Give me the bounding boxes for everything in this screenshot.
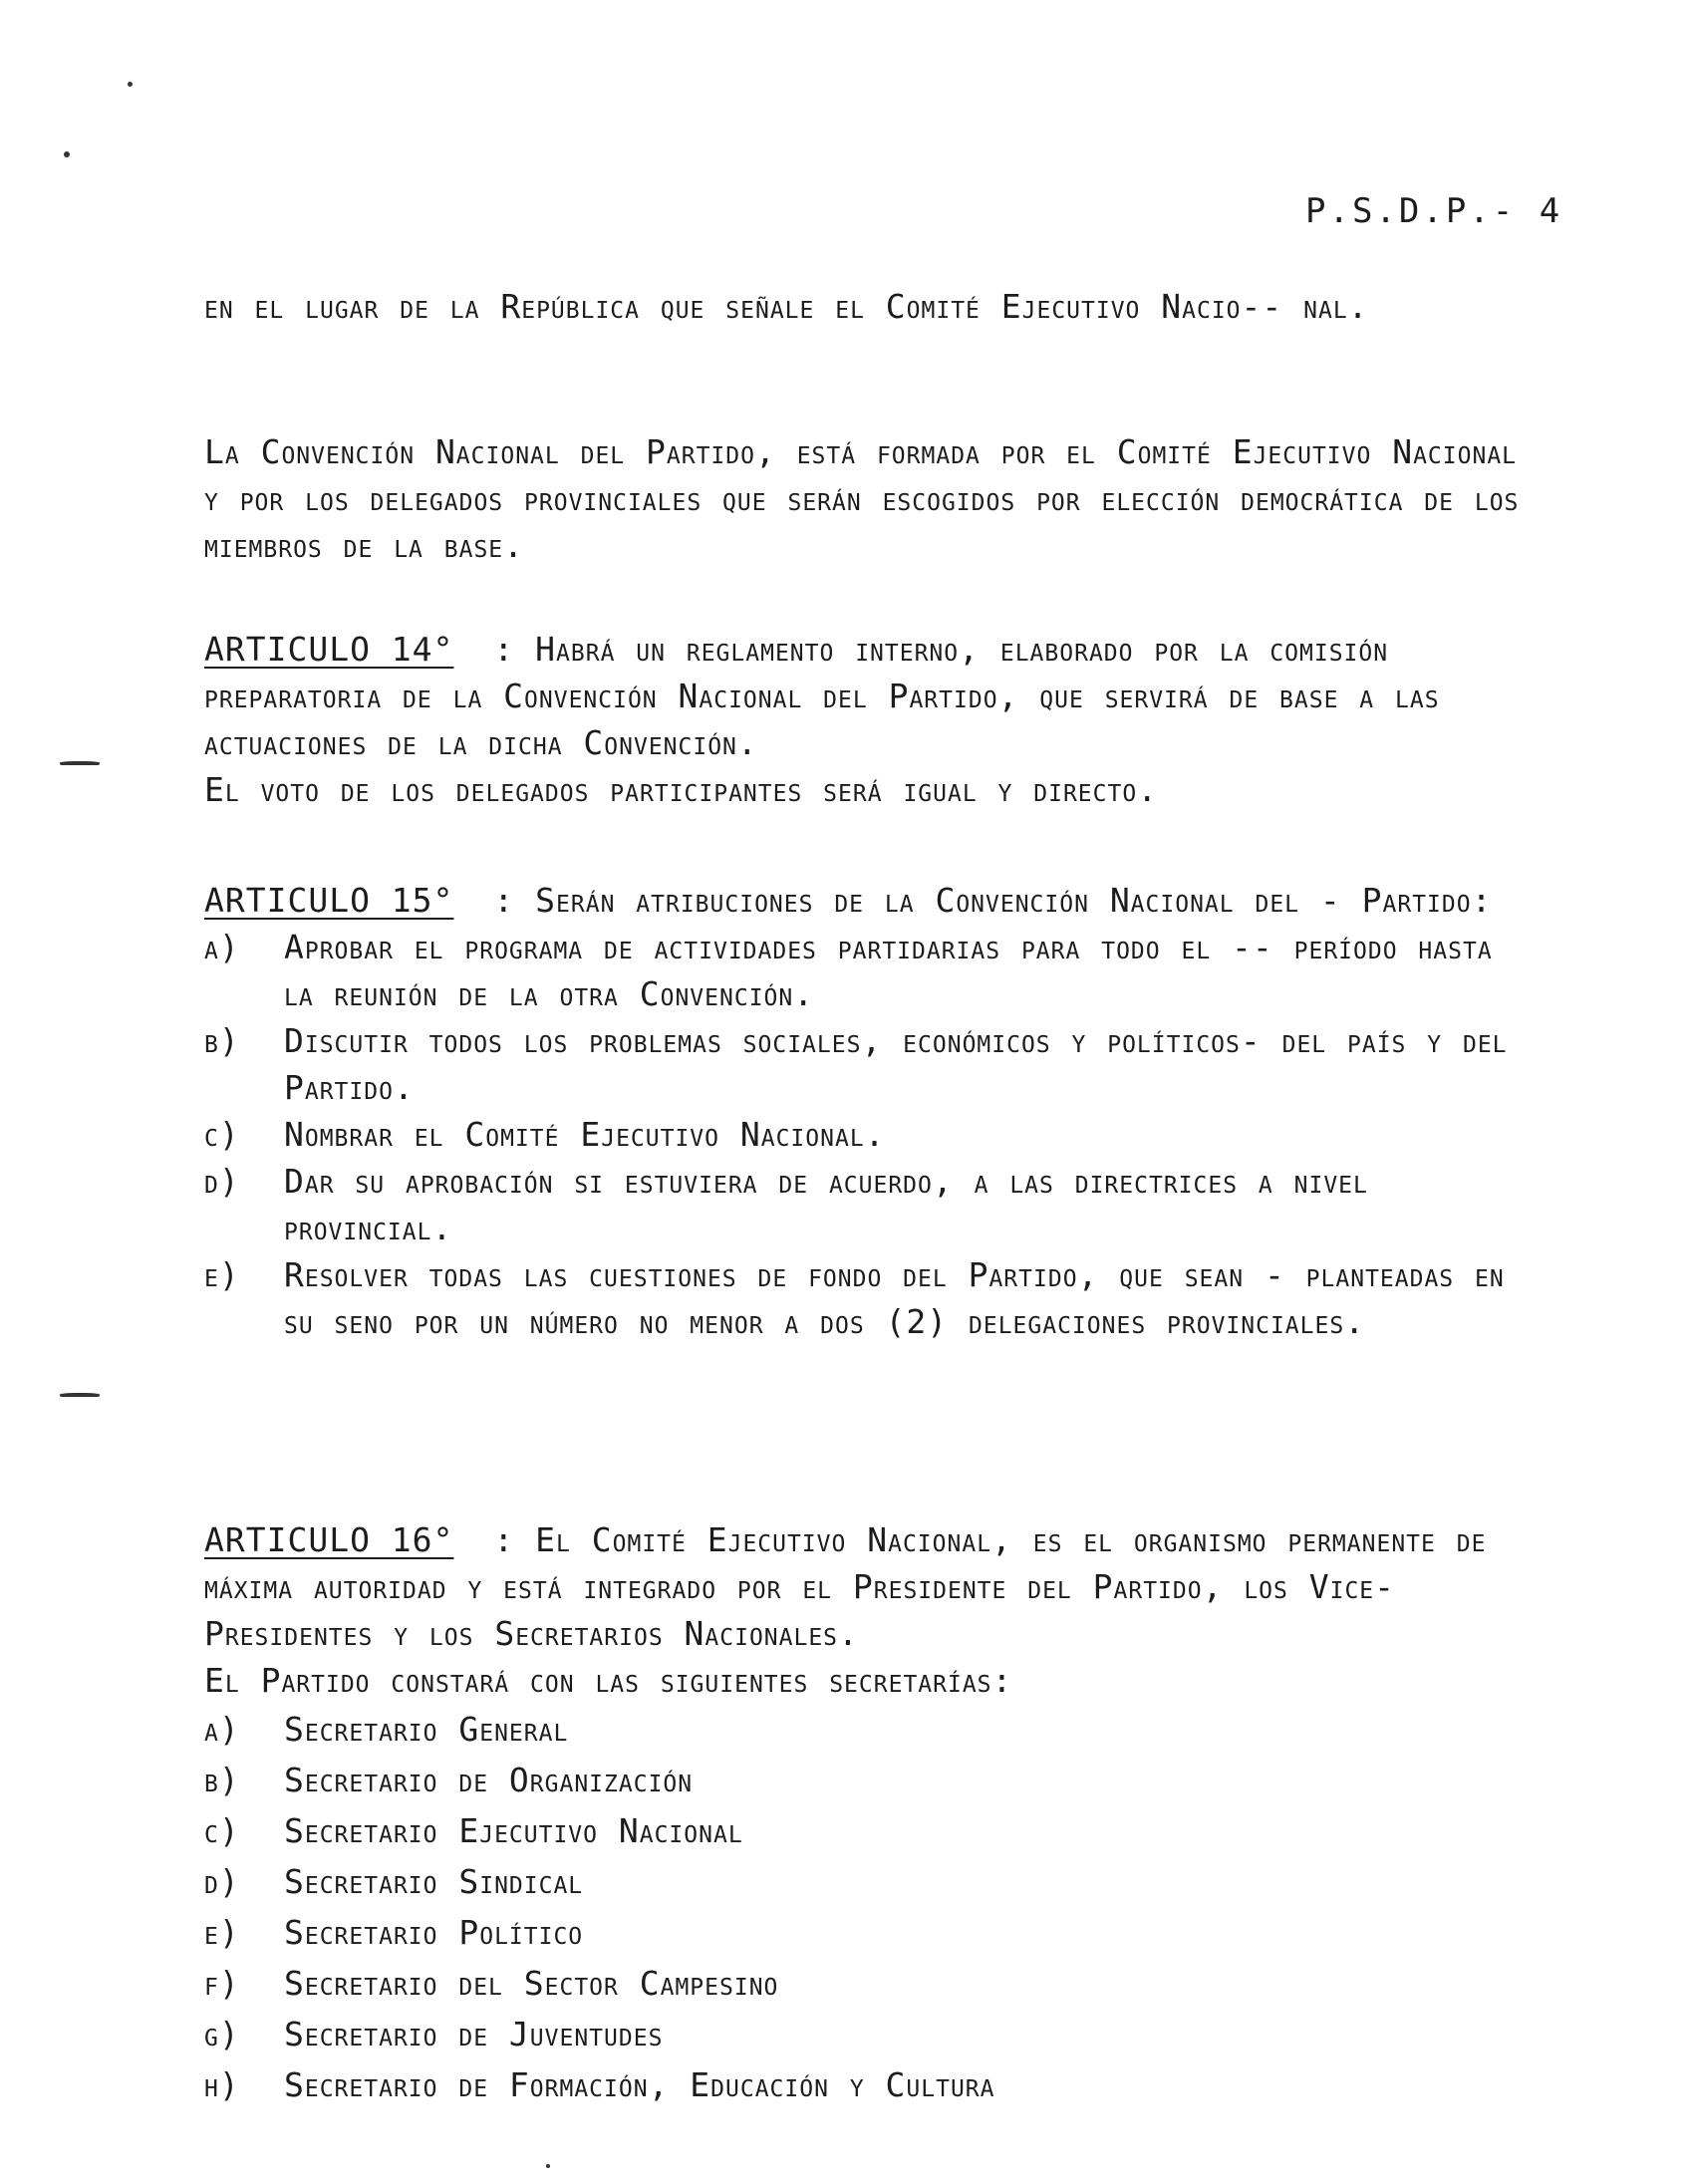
list-item-marker: b): [204, 1021, 240, 1060]
list-item: [204, 2059, 1520, 2110]
list-item-text: Dar su aprobación si estuviera de acuerdo, a las directrices a nivel provincial.: [284, 1162, 1368, 1247]
list-item-marker: a): [204, 928, 240, 966]
list-item-marker: c): [204, 1115, 240, 1154]
list-item-text: Secretario de Juventudes: [284, 2015, 664, 2053]
list-item-text: Secretario Sindical: [284, 1862, 584, 1901]
list-item-marker: d): [204, 1862, 240, 1901]
list-item: [204, 1111, 1520, 1158]
article-15-colon: :: [493, 881, 536, 920]
intro-paragraph: [204, 283, 1520, 330]
list-item: [204, 1251, 1520, 1345]
article-14: [204, 626, 1520, 813]
convention-text: La Convención Nacional del Partido, está formada por el Comité Ejecutivo Nacional y por los delegados provinciales que serán escogidos por elección democrática de los miembros de la base.: [204, 432, 1520, 565]
list-item: [204, 1704, 1520, 1755]
list-item: [204, 1856, 1520, 1907]
list-item-text: Secretario Político: [284, 1913, 584, 1952]
list-item-text: Secretario de Formación, Educación y Cultura: [284, 2065, 995, 2104]
article-16: [204, 1516, 1520, 2110]
list-item-marker: f): [204, 1964, 240, 2003]
list-item-text: Secretario del Sector Campesino: [284, 1964, 779, 2003]
article-14-title: ARTICULO 14°: [204, 630, 454, 669]
list-item-text: Secretario de Organización: [284, 1761, 694, 1799]
article-14-voting-text: El voto de los delegados participantes será igual y directo.: [204, 770, 1159, 809]
list-item: [204, 1907, 1520, 1958]
list-item: [204, 924, 1520, 1017]
list-item-marker: a): [204, 1710, 240, 1749]
convention-paragraph: [204, 428, 1520, 569]
list-item-marker: e): [204, 1255, 240, 1294]
list-item: [204, 1755, 1520, 1805]
article-16-text: El Comité Ejecutivo Nacional, es el organismo permanente de máxima autoridad y está integrado por el Presidente del Partido, los Vice-Presidentes y los Secretarios Nacionales.: [204, 1520, 1487, 1653]
article-15-text: Serán atribuciones de la Convención Nacional del - Partido:: [535, 881, 1493, 920]
list-item: [204, 1158, 1520, 1251]
article-15-title: ARTICULO 15°: [204, 881, 454, 920]
list-item-text: Nombrar el Comité Ejecutivo Nacional.: [284, 1115, 886, 1154]
article-15-list: [204, 924, 1520, 1345]
list-item-text: Secretario Ejecutivo Nacional: [284, 1811, 743, 1850]
list-item: [204, 2009, 1520, 2059]
article-16-colon: :: [493, 1520, 536, 1559]
page-reference: P.S.D.P.- 4: [1305, 191, 1563, 231]
list-item: [204, 1805, 1520, 1856]
list-item-marker: c): [204, 1811, 240, 1850]
article-14-text: Habrá un reglamento interno, elaborado por la comisión preparatoria de la Convención Nacional del Partido, que servirá de base a las actuaciones de la dicha Convención.: [204, 630, 1440, 762]
list-item-marker: b): [204, 1761, 240, 1799]
punch-hole-mark: [60, 1393, 100, 1397]
scan-speck: [546, 2164, 550, 2168]
article-15-paragraph: [204, 877, 1520, 924]
list-item-text: Aprobar el programa de actividades partidarias para todo el -- período hasta la reunión de la otra Convención.: [284, 928, 1493, 1013]
article-14-paragraph: [204, 626, 1520, 766]
list-item-text: Secretario General: [284, 1710, 569, 1749]
list-item-marker: e): [204, 1913, 240, 1952]
list-item-marker: d): [204, 1162, 240, 1201]
intro-continuation: en el lugar de la República que señale el Comité Ejecutivo Nacio-- nal.: [204, 287, 1369, 326]
scan-speck: [128, 82, 133, 87]
punch-hole-mark: [60, 761, 100, 765]
list-item-marker: h): [204, 2065, 240, 2104]
article-16-paragraph: [204, 1516, 1520, 1657]
article-14-colon: :: [493, 630, 536, 669]
list-item-marker: g): [204, 2015, 240, 2053]
secretariats-list: [204, 1704, 1520, 2110]
scan-speck: [64, 151, 70, 157]
list-item: [204, 1958, 1520, 2009]
list-item-text: Resolver todas las cuestiones de fondo del Partido, que sean - planteadas en su seno por un número no menor a dos (2) delegaciones provinciales.: [284, 1255, 1505, 1341]
article-15: [204, 877, 1520, 1345]
list-item-text: Discutir todos los problemas sociales, económicos y políticos- del país y del Partido.: [284, 1021, 1508, 1107]
article-16-title: ARTICULO 16°: [204, 1520, 454, 1559]
list-item: [204, 1017, 1520, 1111]
article-16-secretariats-intro: El Partido constará con las siguientes secretarías:: [204, 1661, 1013, 1700]
